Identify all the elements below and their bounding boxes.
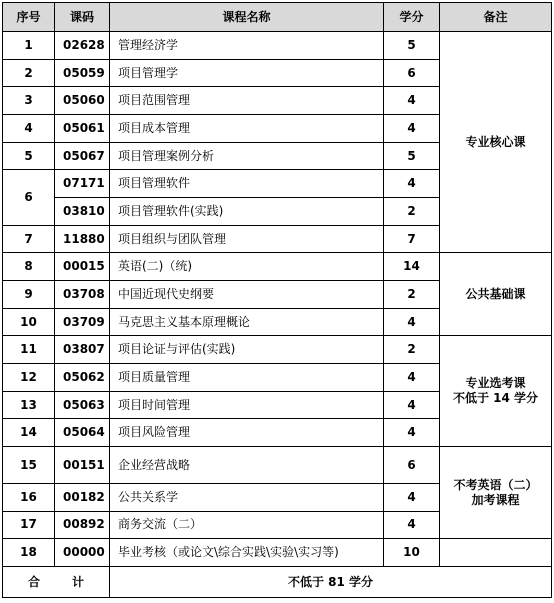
code-cell: 05061 [55,115,110,143]
table-row [3,447,552,484]
course-name-cell: 项目组织与团队管理 [110,225,384,253]
total-label-left: 合 [27,574,40,589]
code-cell: 05059 [55,59,110,87]
credits-cell: 6 [384,447,440,484]
code-cell: 00015 [55,253,110,281]
note-elective-line2: 不低于 14 学分 [452,391,539,406]
code-cell: 02628 [55,32,110,60]
credits-cell: 5 [384,142,440,170]
credits-cell: 4 [384,511,440,539]
seq-cell: 16 [3,483,55,511]
table-row [3,253,552,281]
header-code: 课码 [55,3,110,32]
code-cell: 03810 [55,198,110,226]
seq-cell: 3 [3,87,55,115]
seq-cell: 7 [3,225,55,253]
code-cell: 07171 [55,170,110,198]
credits-cell: 2 [384,336,440,364]
code-cell: 05064 [55,419,110,447]
course-name-cell: 毕业考核（或论文\综合实践\实验\实习等) [110,539,384,567]
code-cell: 05062 [55,364,110,392]
code-cell: 00892 [55,511,110,539]
seq-cell: 8 [3,253,55,281]
code-cell: 05067 [55,142,110,170]
table-row [3,539,552,567]
header-seq: 序号 [3,3,55,32]
code-cell: 05063 [55,391,110,419]
credits-cell: 4 [384,308,440,336]
seq-cell: 13 [3,391,55,419]
seq-cell: 17 [3,511,55,539]
credits-cell: 4 [384,419,440,447]
note-public: 公共基础课 [440,253,552,336]
credits-cell: 7 [384,225,440,253]
course-name-cell: 项目管理软件(实践) [110,198,384,226]
course-name-cell: 英语(二)（统) [110,253,384,281]
code-cell: 11880 [55,225,110,253]
credits-cell: 14 [384,253,440,281]
seq-cell: 9 [3,281,55,309]
seq-cell: 12 [3,364,55,392]
note-extra-line2: 加考课程 [471,492,520,507]
note-empty [440,539,552,567]
course-name-cell: 商务交流（二） [110,511,384,539]
seq-cell: 5 [3,142,55,170]
header-row [3,3,552,32]
code-cell: 03807 [55,336,110,364]
total-row [3,567,552,598]
course-name-cell: 项目时间管理 [110,391,384,419]
seq-cell: 6 [3,170,55,225]
code-cell: 00151 [55,447,110,484]
code-cell: 00182 [55,483,110,511]
header-credits: 学分 [384,3,440,32]
seq-cell: 2 [3,59,55,87]
seq-cell: 4 [3,115,55,143]
credits-cell: 4 [384,115,440,143]
total-label [3,567,110,598]
course-name-cell: 公共关系学 [110,483,384,511]
credits-cell: 10 [384,539,440,567]
credits-cell: 4 [384,391,440,419]
credits-cell: 4 [384,483,440,511]
code-cell: 00000 [55,539,110,567]
course-name-cell: 项目成本管理 [110,115,384,143]
course-table [2,2,552,598]
course-name-cell: 项目管理软件 [110,170,384,198]
credits-cell: 2 [384,281,440,309]
course-name-cell: 马克思主义基本原理概论 [110,308,384,336]
table-row [3,32,552,60]
table-row [3,336,552,364]
code-cell: 05060 [55,87,110,115]
seq-cell: 18 [3,539,55,567]
seq-cell: 11 [3,336,55,364]
header-note: 备注 [440,3,552,32]
credits-cell: 4 [384,87,440,115]
note-extra-line1: 不考英语（二） [453,477,538,492]
course-name-cell: 中国近现代史纲要 [110,281,384,309]
note-elective-line1: 专业选考课 [465,376,526,391]
course-name-cell: 项目管理学 [110,59,384,87]
course-name-cell: 企业经营战略 [110,447,384,484]
seq-cell: 10 [3,308,55,336]
course-name-cell: 项目管理案例分析 [110,142,384,170]
total-label-right: 计 [72,574,85,589]
total-value: 不低于 81 学分 [110,567,552,598]
course-name-cell: 项目范围管理 [110,87,384,115]
code-cell: 03708 [55,281,110,309]
course-name-cell: 项目风险管理 [110,419,384,447]
course-name-cell: 项目论证与评估(实践) [110,336,384,364]
note-core: 专业核心课 [440,32,552,253]
note-extra [440,447,552,539]
seq-cell: 15 [3,447,55,484]
credits-cell: 5 [384,32,440,60]
seq-cell: 14 [3,419,55,447]
seq-cell: 1 [3,32,55,60]
course-name-cell: 管理经济学 [110,32,384,60]
header-course-name: 课程名称 [110,3,384,32]
credits-cell: 4 [384,364,440,392]
credits-cell: 6 [384,59,440,87]
course-name-cell: 项目质量管理 [110,364,384,392]
note-elective [440,336,552,447]
credits-cell: 4 [384,170,440,198]
credits-cell: 2 [384,198,440,226]
code-cell: 03709 [55,308,110,336]
